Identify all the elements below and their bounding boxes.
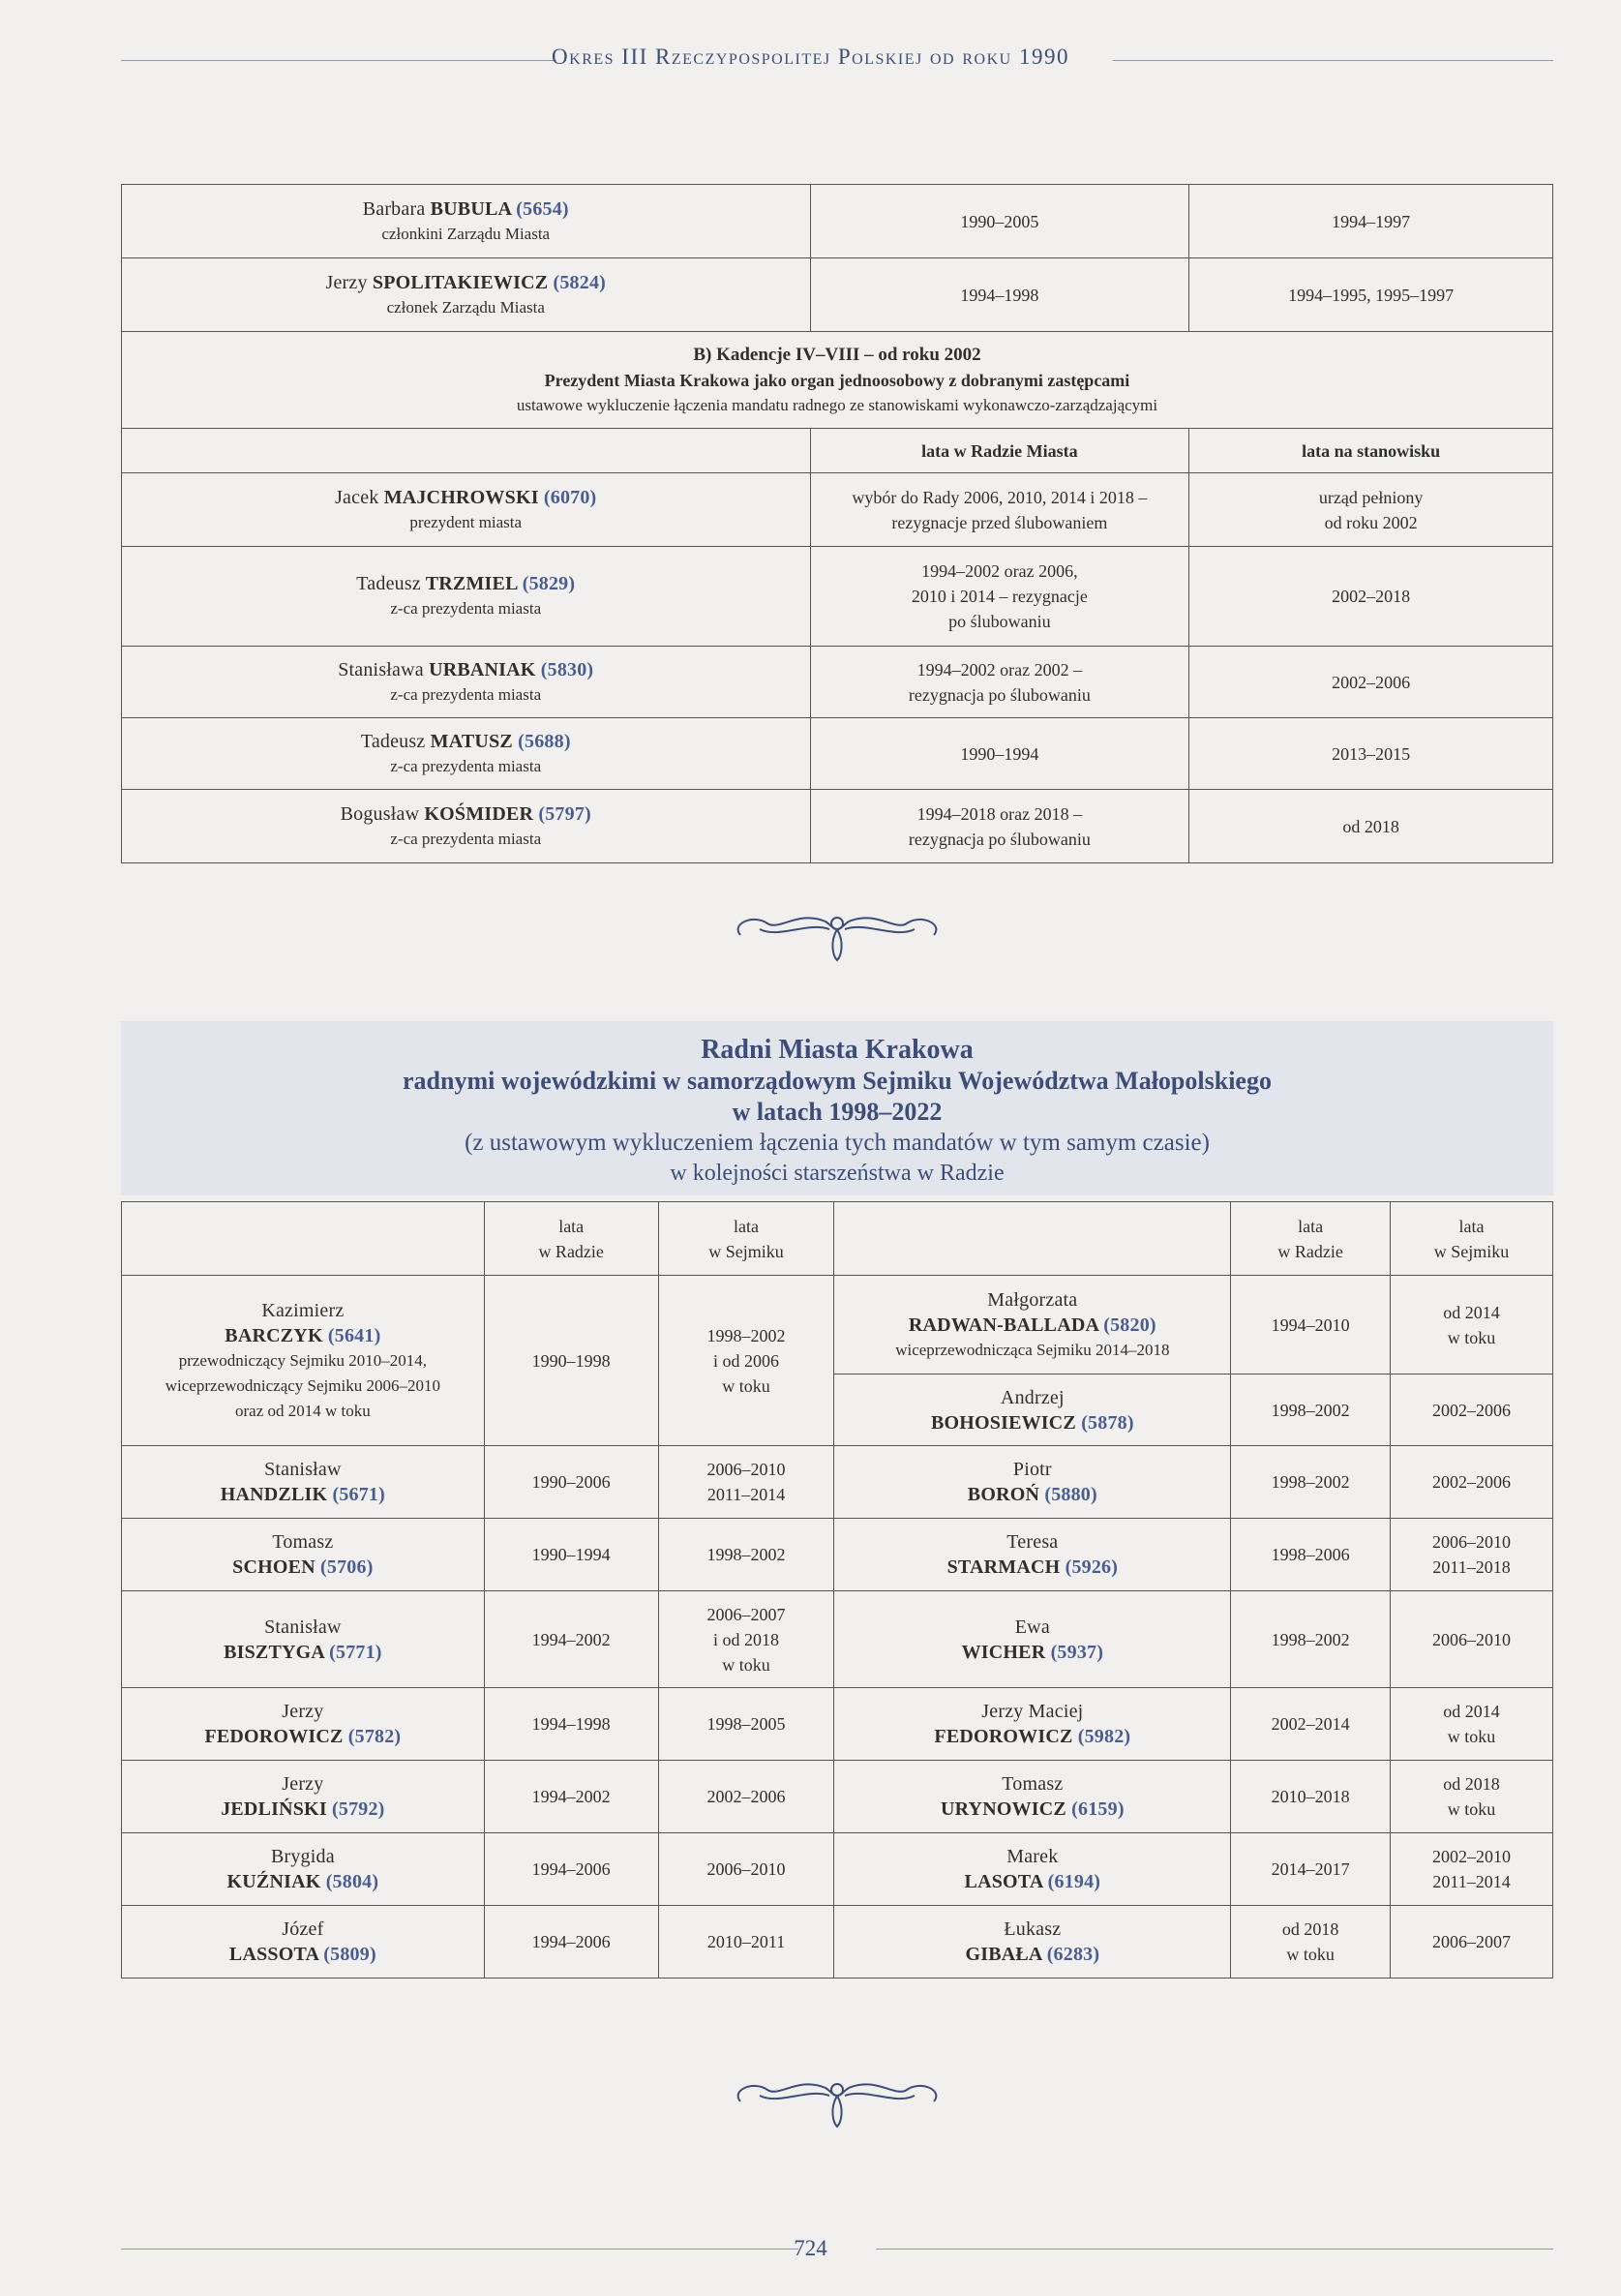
- years-cell: 1998–2002: [1231, 1375, 1391, 1446]
- years-cell: 1994–2002 oraz 2006, 2010 i 2014 – rezygnacje po ślubowaniu: [810, 547, 1189, 647]
- years-cell: 1994–2010: [1231, 1276, 1391, 1375]
- years-cell: 1990–2006: [484, 1446, 658, 1519]
- header-lata-w-sejmiku-left: lata w Sejmiku: [658, 1202, 834, 1276]
- years-cell: 1998–2002: [1231, 1446, 1391, 1519]
- years-cell: 1994–1995, 1995–1997: [1189, 258, 1553, 332]
- ornament-divider: [721, 900, 953, 968]
- person-cell: Józef LASSOTA (5809): [122, 1906, 485, 1979]
- years-cell: wybór do Rady 2006, 2010, 2014 i 2018 – rezygnacje przed ślubowaniem: [810, 473, 1189, 547]
- person-cell: Tadeusz MATUSZ (5688) z-ca prezydenta miasta: [122, 718, 811, 790]
- header-empty: [122, 1202, 485, 1276]
- years-cell: 1998–2002 i od 2006 w toku: [658, 1276, 834, 1446]
- person-cell: Teresa STARMACH (5926): [834, 1519, 1231, 1591]
- table-row: [122, 1761, 1553, 1833]
- person-cell: Kazimierz BARCZYK (5641) przewodniczący Sejmiku 2010–2014, wiceprzewodniczący Sejmiku 2006–2010 oraz od 2014 w toku: [122, 1276, 485, 1446]
- councillors-table: [121, 1201, 1553, 1979]
- years-cell: 1990–1998: [484, 1276, 658, 1446]
- person-cell: Jacek MAJCHROWSKI (6070) prezydent miasta: [122, 473, 811, 547]
- person-cell: Piotr BOROŃ (5880): [834, 1446, 1231, 1519]
- years-cell: 2002–2006: [1391, 1375, 1553, 1446]
- table-row: [122, 1519, 1553, 1591]
- table-row: [122, 718, 1553, 790]
- person-cell: Tomasz SCHOEN (5706): [122, 1519, 485, 1591]
- header-empty: [122, 429, 811, 473]
- years-cell: 2014–2017: [1231, 1833, 1391, 1906]
- table-row: [122, 1833, 1553, 1906]
- mayor-table: [121, 184, 1553, 863]
- years-cell: 2006–2010: [1391, 1591, 1553, 1688]
- years-cell: 1994–1997: [1189, 185, 1553, 258]
- years-cell: 1994–2006: [484, 1833, 658, 1906]
- years-cell: 1994–1998: [810, 258, 1189, 332]
- person-cell: Jerzy FEDOROWICZ (5782): [122, 1688, 485, 1761]
- years-cell: 1998–2002: [1231, 1591, 1391, 1688]
- years-cell: 2002–2014: [1231, 1688, 1391, 1761]
- person-cell: Barbara BUBULA (5654) członkini Zarządu Miasta: [122, 185, 811, 258]
- years-cell: 1998–2002: [658, 1519, 834, 1591]
- person-cell: Bogusław KOŚMIDER (5797) z-ca prezydenta miasta: [122, 790, 811, 863]
- table-row: [122, 258, 1553, 332]
- table-row: [122, 1446, 1553, 1519]
- years-cell: od 2014 w toku: [1391, 1688, 1553, 1761]
- person-cell: Ewa WICHER (5937): [834, 1591, 1231, 1688]
- years-cell: 2006–2007: [1391, 1906, 1553, 1979]
- years-cell: 2002–2006: [1391, 1446, 1553, 1519]
- header-lata-w-radzie-left: lata w Radzie: [484, 1202, 658, 1276]
- person-cell: Jerzy JEDLIŃSKI (5792): [122, 1761, 485, 1833]
- table-row: [122, 1591, 1553, 1688]
- table-row: [122, 790, 1553, 863]
- person-cell: Łukasz GIBAŁA (6283): [834, 1906, 1231, 1979]
- table-row: [122, 473, 1553, 547]
- years-cell: 1994–2002: [484, 1761, 658, 1833]
- person-cell: Stanisława URBANIAK (5830) z-ca prezydenta miasta: [122, 647, 811, 718]
- years-cell: 1994–2006: [484, 1906, 658, 1979]
- years-cell: 1990–1994: [484, 1519, 658, 1591]
- header-lata-w-radzie: lata w Radzie Miasta: [810, 429, 1189, 473]
- section-years: w latach 1998–2022: [732, 1098, 943, 1126]
- section-note: (z ustawowym wykluczeniem łączenia tych mandatów w tym samym czasie): [465, 1130, 1210, 1156]
- table-row: [122, 1906, 1553, 1979]
- years-cell: urząd pełniony od roku 2002: [1189, 473, 1553, 547]
- section-order: w kolejności starszeństwa w Radzie: [670, 1161, 1005, 1186]
- section-title: Radni Miasta Krakowa: [701, 1035, 974, 1065]
- person-cell: Stanisław BISZTYGA (5771): [122, 1591, 485, 1688]
- header-lata-w-radzie-right: lata w Radzie: [1231, 1202, 1391, 1276]
- years-cell: 2006–2010 2011–2018: [1391, 1519, 1553, 1591]
- years-cell: 2002–2006: [1189, 647, 1553, 718]
- table-row: [122, 547, 1553, 647]
- table-row: [122, 647, 1553, 718]
- header-lata-na-stanowisku: lata na stanowisku: [1189, 429, 1553, 473]
- person-cell: Tomasz URYNOWICZ (6159): [834, 1761, 1231, 1833]
- person-cell: Małgorzata RADWAN-BALLADA (5820) wiceprzewodnicząca Sejmiku 2014–2018: [834, 1276, 1231, 1375]
- person-cell: Tadeusz TRZMIEL (5829) z-ca prezydenta miasta: [122, 547, 811, 647]
- years-cell: 1990–2005: [810, 185, 1189, 258]
- person-cell: Andrzej BOHOSIEWICZ (5878): [834, 1375, 1231, 1446]
- person-cell: Marek LASOTA (6194): [834, 1833, 1231, 1906]
- table-row: [122, 185, 1553, 258]
- person-cell: Stanisław HANDZLIK (5671): [122, 1446, 485, 1519]
- years-cell: 2010–2011: [658, 1906, 834, 1979]
- ornament-divider: [721, 2067, 953, 2134]
- running-header: Okres III Rzeczypospolitej Polskiej od roku 1990: [552, 45, 1069, 69]
- years-cell: 2010–2018: [1231, 1761, 1391, 1833]
- years-cell: 1990–1994: [810, 718, 1189, 790]
- years-cell: 2006–2007 i od 2018 w toku: [658, 1591, 834, 1688]
- section-b-header: B) Kadencje IV–VIII – od roku 2002 Prezydent Miasta Krakowa jako organ jednoosobowy z dobranymi zastępcami ustawowe wykluczenie łączenia mandatu radnego ze stanowiskami wykonawczo-zarządzającymi: [122, 332, 1553, 429]
- person-cell: Jerzy SPOLITAKIEWICZ (5824) członek Zarządu Miasta: [122, 258, 811, 332]
- years-cell: 1998–2005: [658, 1688, 834, 1761]
- years-cell: od 2018: [1189, 790, 1553, 863]
- header-empty: [834, 1202, 1231, 1276]
- years-cell: 2013–2015: [1189, 718, 1553, 790]
- person-cell: Jerzy Maciej FEDOROWICZ (5982): [834, 1688, 1231, 1761]
- section-title-band: [121, 1021, 1553, 1195]
- years-cell: 1994–2002: [484, 1591, 658, 1688]
- years-cell: 1994–2018 oraz 2018 – rezygnacja po ślubowaniu: [810, 790, 1189, 863]
- years-cell: 2002–2006: [658, 1761, 834, 1833]
- page-number: 724: [794, 2236, 827, 2260]
- table-row: [122, 1688, 1553, 1761]
- years-cell: od 2018 w toku: [1231, 1906, 1391, 1979]
- years-cell: 2006–2010 2011–2014: [658, 1446, 834, 1519]
- years-cell: 2002–2018: [1189, 547, 1553, 647]
- years-cell: od 2018 w toku: [1391, 1761, 1553, 1833]
- person-cell: Brygida KUŹNIAK (5804): [122, 1833, 485, 1906]
- years-cell: 1998–2006: [1231, 1519, 1391, 1591]
- years-cell: 2006–2010: [658, 1833, 834, 1906]
- section-subtitle: radnymi wojewódzkimi w samorządowym Sejmiku Województwa Małopolskiego: [403, 1067, 1272, 1095]
- years-cell: od 2014 w toku: [1391, 1276, 1553, 1375]
- header-lata-w-sejmiku-right: lata w Sejmiku: [1391, 1202, 1553, 1276]
- years-cell: 2002–2010 2011–2014: [1391, 1833, 1553, 1906]
- years-cell: 1994–2002 oraz 2002 – rezygnacja po ślubowaniu: [810, 647, 1189, 718]
- years-cell: 1994–1998: [484, 1688, 658, 1761]
